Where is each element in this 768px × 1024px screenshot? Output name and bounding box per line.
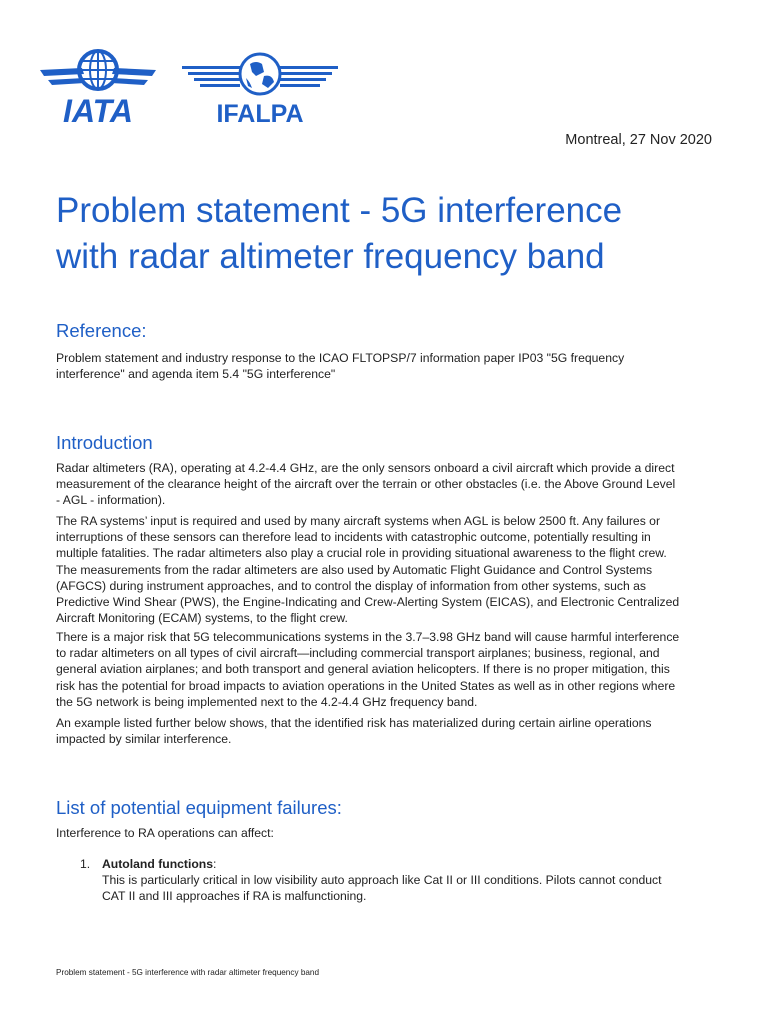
logo-bar bbox=[38, 40, 338, 130]
text-line: multiple fatalities. The radar altimeters also play a crucial role in providing situational awareness to the flight crew. bbox=[56, 546, 667, 561]
text-line: risk has the potential for broad impacts to aviation operations in the United States as well as in other regions where bbox=[56, 678, 676, 693]
text-line: the 5G network is being implemented next to the 4.2-4.4 GHz frequency band. bbox=[56, 694, 478, 709]
text-line: Radar altimeters (RA), operating at 4.2-4.4 GHz, are the only sensors onboard a civil aircraft which provide a direct bbox=[56, 461, 675, 475]
text-line: - AGL - information). bbox=[56, 493, 166, 508]
reference-line: interference" and agenda item 5.4 "5G interference" bbox=[56, 367, 336, 382]
text-line: Predictive Wind Shear (PWS), the Engine-Indicating and Crew-Alerting System (EICAS), and Electronic Centralized bbox=[56, 595, 680, 610]
intro-paragraph-2 bbox=[56, 513, 716, 626]
iata-logo bbox=[38, 40, 158, 126]
intro-paragraph-1 bbox=[56, 460, 716, 509]
reference-line: Problem statement and industry response to the ICAO FLTOPSP/7 information paper IP03 "5G frequency bbox=[56, 351, 625, 365]
reference-heading: Reference: bbox=[56, 320, 147, 341]
list-item-number: 1. bbox=[80, 857, 91, 871]
intro-paragraph-4 bbox=[56, 715, 716, 747]
list-item-title: Autoland functions bbox=[102, 857, 214, 871]
failures-heading: List of potential equipment failures: bbox=[56, 797, 342, 818]
intro-paragraph-3 bbox=[56, 629, 716, 710]
text-line: interruptions of these sensors can therefore lead to incidents with catastrophic outcome, potentially resulting in bbox=[56, 530, 651, 545]
iata-logo-text: IATA bbox=[63, 93, 133, 126]
text-line: general aviation airplanes; and both transport and general aviation helicopters. If there is no proper mitigation, this bbox=[56, 662, 670, 677]
page-title bbox=[56, 188, 716, 280]
text-line: There is a major risk that 5G telecommunications systems in the 3.7–3.98 GHz band will cause harmful interference bbox=[56, 630, 680, 644]
text-line: This is particularly critical in low visibility auto approach like Cat II or III conditions. Pilots cannot conduct bbox=[102, 873, 662, 888]
text-line: An example listed further below shows, that the identified risk has materialized during certain airline operations bbox=[56, 716, 652, 730]
list-item-colon: : bbox=[213, 857, 217, 871]
title-line-2: with radar altimeter frequency band bbox=[56, 237, 605, 276]
ifalpa-logo-text: IFALPA bbox=[216, 100, 304, 128]
text-line: Aircraft Monitoring (ECAM) systems, to the flight crew. bbox=[56, 611, 348, 626]
page-footer: Problem statement - 5G interference with radar altimeter frequency band bbox=[56, 968, 320, 977]
text-line: to radar altimeters on all types of civil aircraft—including commercial transport airplanes; business, regional, and bbox=[56, 646, 660, 661]
introduction-heading: Introduction bbox=[56, 432, 153, 453]
text-line: measurement of the clearance height of the aircraft over the terrain or other obstacles (i.e. the Above Ground Level bbox=[56, 477, 676, 492]
text-line: impacted by similar interference. bbox=[56, 732, 232, 747]
text-line: The RA systems’ input is required and used by many aircraft systems when AGL is below 2500 ft. Any failures or bbox=[56, 514, 661, 528]
ifalpa-logo bbox=[180, 42, 340, 128]
title-line-1: Problem statement - 5G interference bbox=[56, 191, 623, 230]
list-item-body bbox=[102, 856, 742, 905]
text-line: The measurements from the radar altimeters are also used by Automatic Flight Guidance and Control Systems bbox=[56, 562, 653, 577]
failures-intro: Interference to RA operations can affect: bbox=[56, 826, 274, 840]
document-date: Montreal, 27 Nov 2020 bbox=[565, 132, 712, 148]
text-line: (AFGCS) during instrument approaches, and to control the display of information from other systems, such as bbox=[56, 578, 647, 593]
text-line: CAT II and III approaches if RA is malfunctioning. bbox=[102, 889, 367, 904]
reference-text bbox=[56, 350, 716, 382]
